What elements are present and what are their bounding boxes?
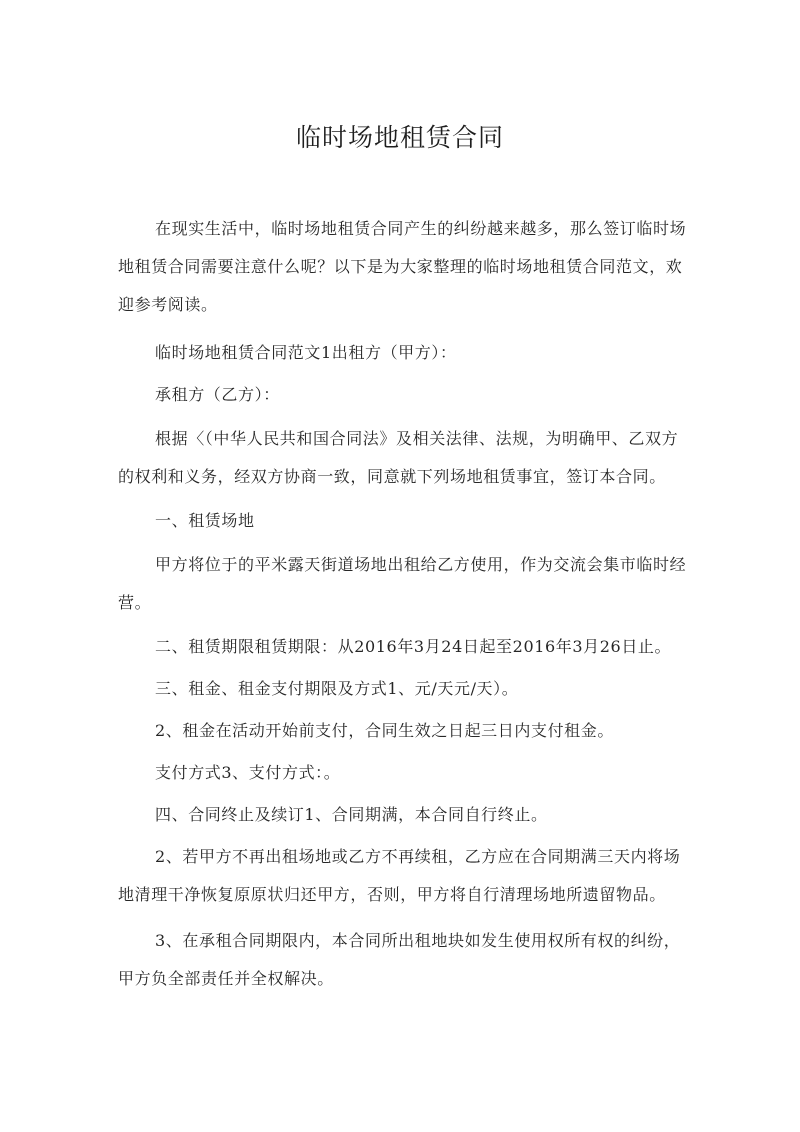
leased-site-paragraph: 甲方将位于的平米露天街道场地出租给乙方使用，作为交流会集市临时经营。: [118, 555, 687, 612]
rent-paragraph: 三、租金、租金支付期限及方式1、元/天元/天）。: [155, 679, 519, 698]
site-return-paragraph: 2、若甲方不再出租场地或乙方不再续租，乙方应在合同期满三天内将场地清理干净恢复原原状归还甲方，否则，甲方将自行清理场地所遗留物品。: [118, 847, 681, 904]
dispute-paragraph: 3、在承租合同期限内，本合同所出租地块如发生使用权所有权的纠纷，甲方负全部责任并全权解决。: [118, 931, 681, 988]
section-heading-leased-site: 一、租赁场地: [155, 511, 255, 530]
rent-payment-paragraph: 2、租金在活动开始前支付，合同生效之日起三日内支付租金。: [155, 721, 614, 740]
basis-paragraph: 根据〈（中华人民共和国合同法》及相关法律、法规，为明确甲、乙双方的权利和义务，经双方协商一致，同意就下列场地租赁事宜，签订本合同。: [118, 429, 679, 486]
intro-paragraph: 在现实生活中，临时场地租赁合同产生的纠纷越来越多，那么签订临时场地租赁合同需要注意什么呢？以下是为大家整理的临时场地租赁合同范文，欢迎参考阅读。: [118, 219, 687, 314]
lease-term-paragraph: 二、租赁期限租赁期限：从2016年3月24日起至2016年3月26日止。: [155, 637, 672, 656]
lessor-party-line: 临时场地租赁合同范文1出租方（甲方）：: [155, 343, 457, 362]
document-title: 临时场地租赁合同: [295, 123, 504, 152]
lessee-party-line: 承租方（乙方）：: [155, 385, 280, 404]
payment-method-paragraph: 支付方式3、支付方式：。: [155, 763, 341, 782]
termination-paragraph: 四、合同终止及续订1、合同期满，本合同自行终止。: [155, 805, 548, 824]
